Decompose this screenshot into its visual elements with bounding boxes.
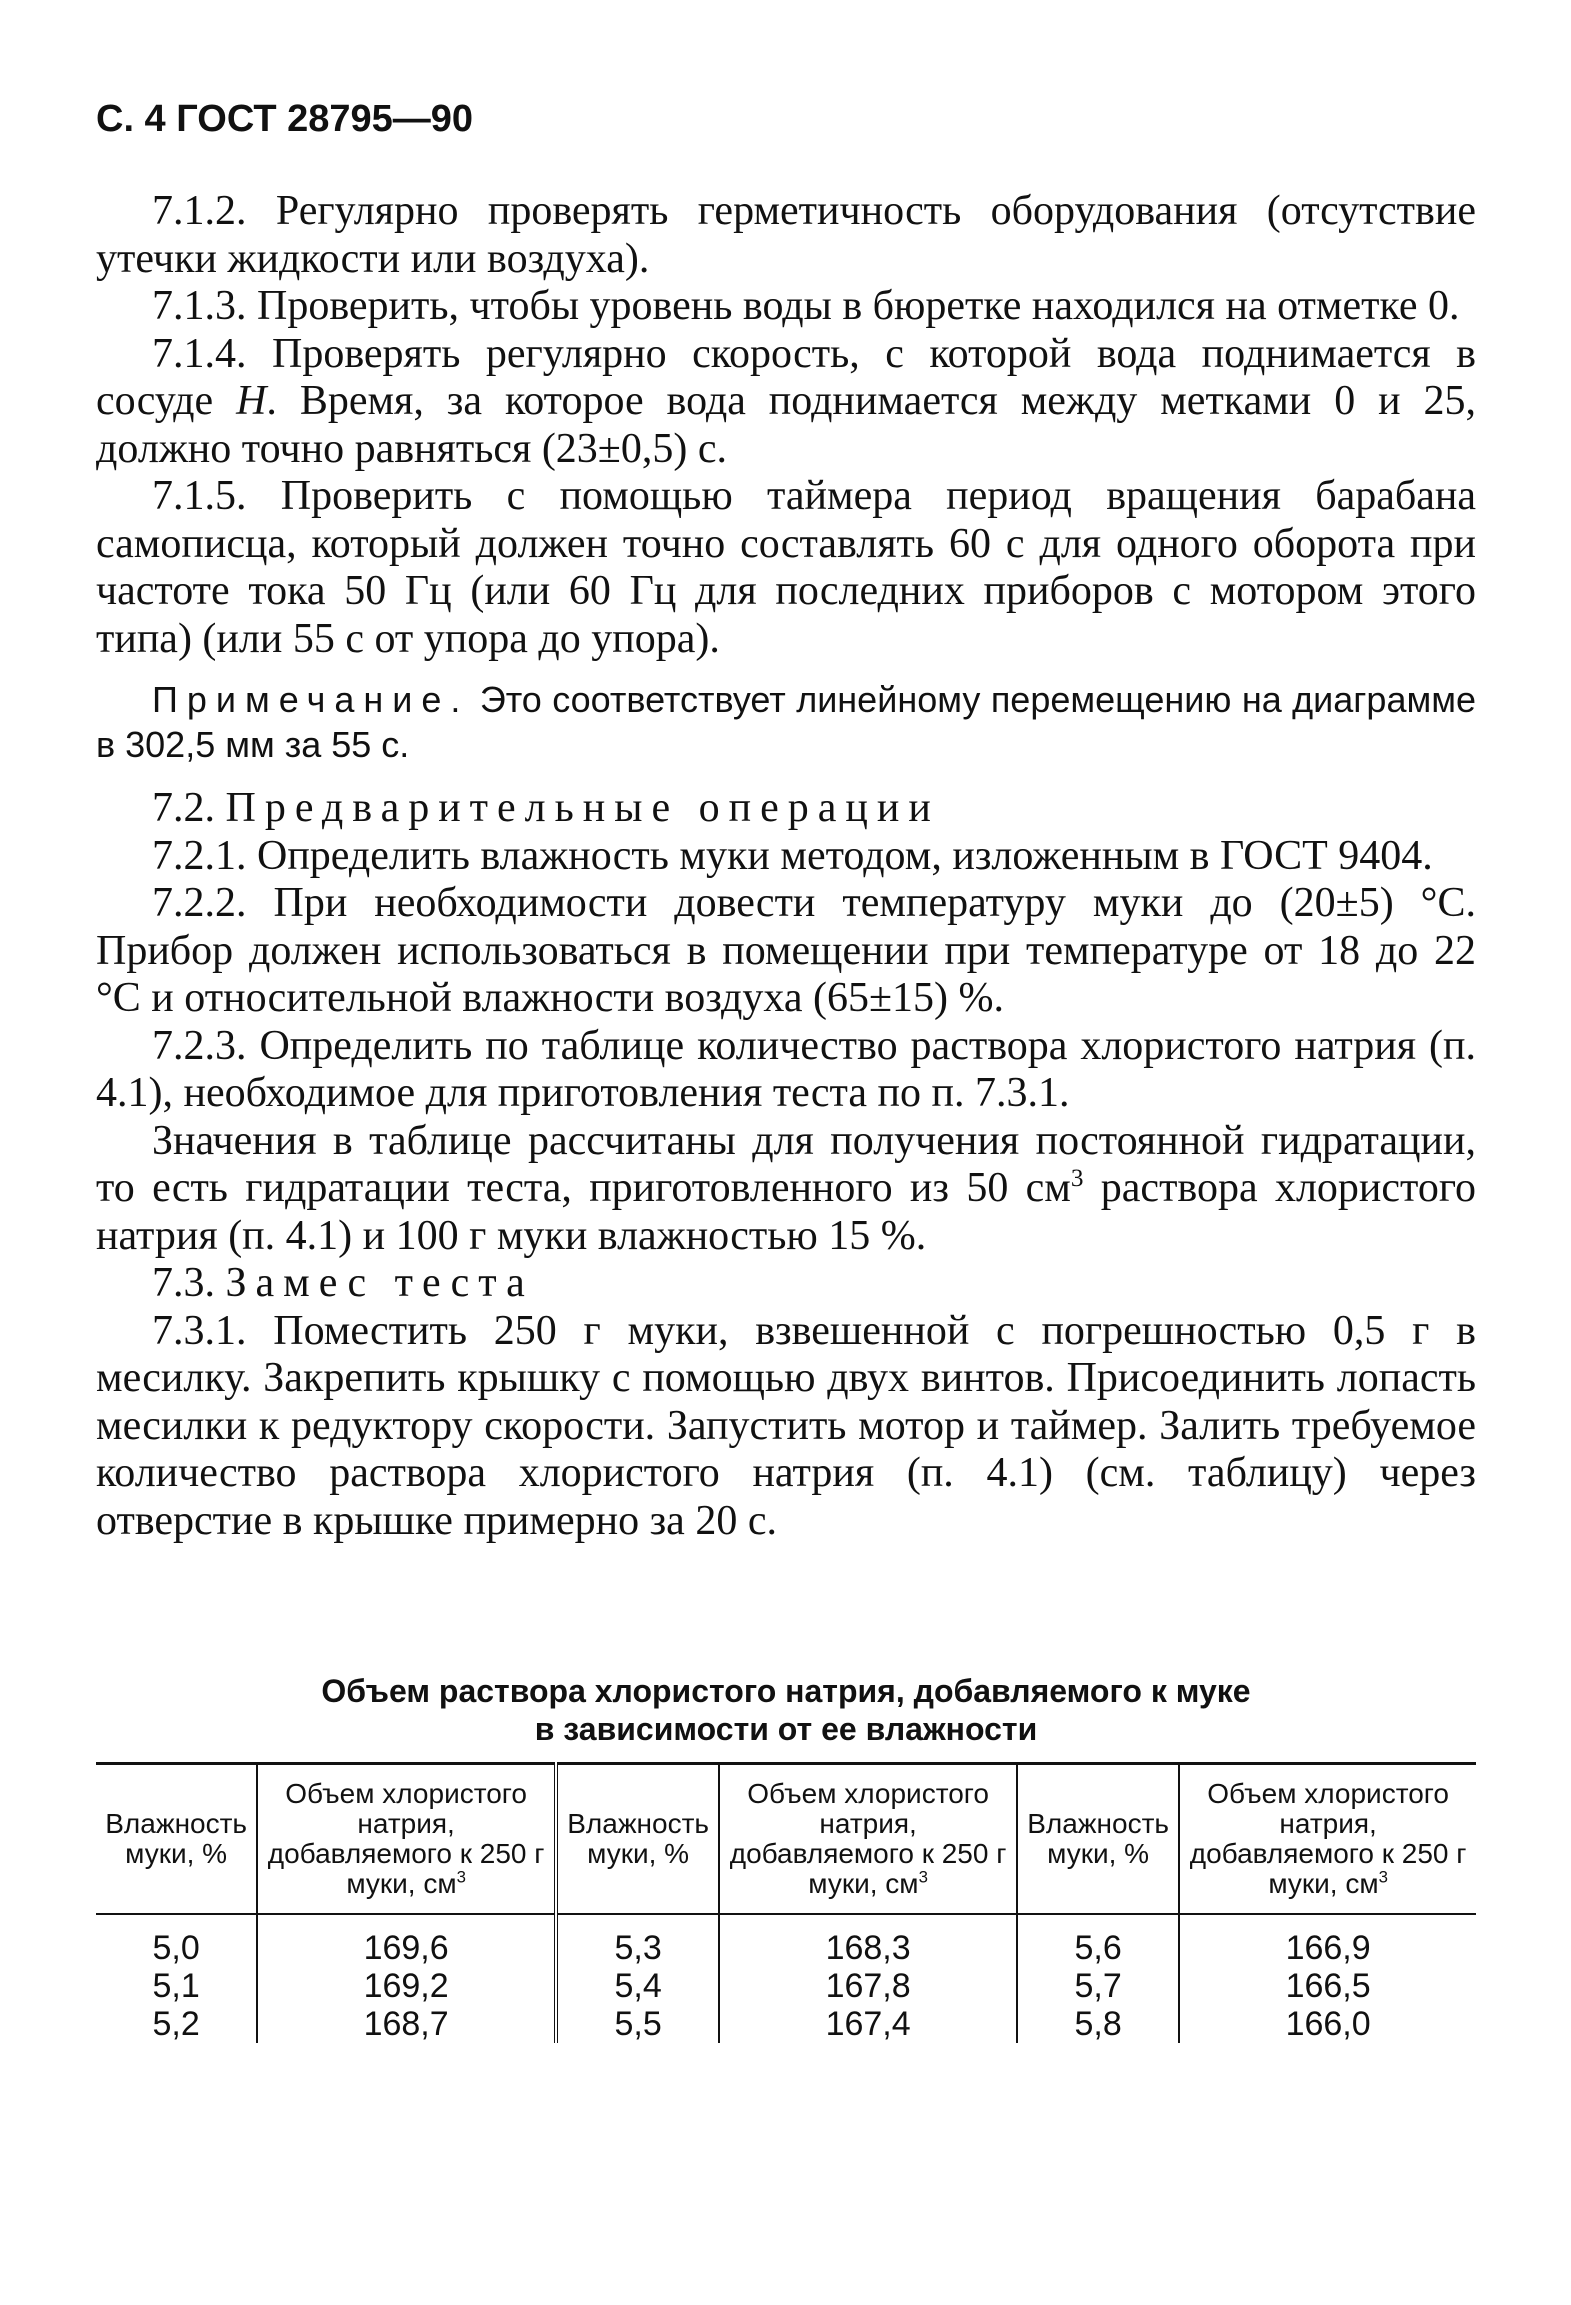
paragraph-7-1-5: 7.1.5. Проверить с помощью таймера период вращения барабана самописца, который должен точно составлять 60 с для одного оборота при частоте тока 50 Гц (или 60 Гц для последних приборов с мотором этого типа) (или 55 с от упора до упора).	[96, 473, 1476, 662]
paragraph-7-1-2: 7.1.2. Регулярно проверять герметичность оборудования (отсутствие утечки жидкости или воздуха).	[96, 188, 1476, 282]
header-volume-3	[1179, 1764, 1476, 1915]
header-volume-3-text: Объем хлористого натрия, добавляемого к 250 г муки, см	[1189, 1778, 1467, 1899]
table-cell: 168,7	[257, 2005, 556, 2043]
note	[96, 677, 1476, 767]
header-volume-1-text: Объем хлористого натрия, добавляемого к 250 г муки, см	[267, 1778, 545, 1899]
table-cell: 5,8	[1017, 2005, 1179, 2043]
table-cell: 5,6	[1017, 1914, 1179, 1967]
table-title-line-1: Объем раствора хлористого натрия, добавляемого к муке	[321, 1673, 1251, 1709]
table-cell: 5,1	[152, 1967, 200, 2005]
paragraph-7-1-4-part-b: . Время, за которое вода поднимается между метками 0 и 25, должно точно равняться (23±0,5) с.	[96, 378, 1476, 472]
table-cell: 166,9	[1179, 1914, 1476, 1967]
header-volume-3-sup: 3	[1378, 1867, 1388, 1887]
table-cell: 169,6	[257, 1914, 556, 1967]
table-cell: 5,4	[556, 1967, 719, 2005]
section-7-2-heading	[96, 785, 1476, 833]
table-cell: 5,5	[556, 2005, 719, 2043]
table-cell: 5,3	[556, 1914, 719, 1967]
header-humidity-1: Влажность муки, %	[96, 1764, 257, 1915]
table-cell: 167,4	[719, 2005, 1017, 2043]
paragraph-7-1-4-part-a: 7.1.4. Проверять регулярно скорость, с которой вода поднимается в сосуде	[96, 330, 1476, 424]
table-cell: 167,8	[719, 1967, 1017, 2005]
header-volume-2-sup: 3	[918, 1867, 928, 1887]
header-volume-2	[719, 1764, 1017, 1915]
table-row	[96, 1967, 1476, 2005]
section-7-3-number: 7.3.	[152, 1260, 226, 1306]
table-cell: 169,2	[257, 1967, 556, 2005]
note-text: Это соответствует линейному перемещению на диаграмме в 302,5 мм за 55 с.	[96, 679, 1476, 765]
paragraph-7-2-3-values	[96, 1118, 1476, 1261]
table-cell: 166,0	[1179, 2005, 1476, 2043]
paragraph-7-2-3: 7.2.3. Определить по таблице количество раствора хлористого натрия (п. 4.1), необходимое для приготовления теста по п. 7.3.1.	[96, 1022, 1476, 1116]
table-header-row	[96, 1764, 1476, 1915]
paragraph-7-3-1: 7.3.1. Поместить 250 г муки, взвешенной с погрешностью 0,5 г в месилку. Закрепить крышку с помощью двух винтов. Присоединить лопасть месилки к редуктору скорости. Запустить мотор и таймер. Залить требуемое количество раствора хлористого натрия (п. 4.1) (см. таблицу) через отверстие в крышке примерно за 20 с.	[96, 1307, 1476, 1544]
table-cell: 5,7	[1017, 1967, 1179, 2005]
section-7-3-heading	[96, 1260, 1476, 1308]
table-cell: 166,5	[1179, 1967, 1476, 2005]
table-title-line-2: в зависимости от ее влажности	[534, 1711, 1038, 1747]
table-row	[96, 2005, 1476, 2043]
header-volume-1-sup: 3	[456, 1867, 466, 1887]
header-humidity-2: Влажность муки, %	[556, 1764, 719, 1915]
values-superscript: 3	[1070, 1165, 1084, 1192]
section-7-2-title: Предварительные операции	[225, 785, 940, 831]
vessel-h-symbol: H	[236, 378, 267, 424]
header-volume-2-text: Объем хлористого натрия, добавляемого к 250 г муки, см	[729, 1778, 1007, 1899]
section-7-3-title: Замес теста	[225, 1260, 534, 1306]
salt-solution-table	[96, 1762, 1476, 2043]
page-header: С. 4 ГОСТ 28795—90	[96, 98, 474, 140]
paragraph-7-2-1: 7.2.1. Определить влажность муки методом, изложенным в ГОСТ 9404.	[152, 832, 1433, 879]
paragraph-7-2-2: 7.2.2. При необходимости довести температуру муки до (20±5) °С. Прибор должен использоваться в помещении при температуре от 18 до 22 °С и относительной влажности воздуха (65±15) %.	[96, 880, 1476, 1021]
table-row	[96, 1914, 1476, 1967]
header-humidity-3: Влажность муки, %	[1017, 1764, 1179, 1915]
header-volume-1	[257, 1764, 556, 1915]
table-cell: 5,0	[152, 1929, 200, 1967]
table-cell: 168,3	[719, 1914, 1017, 1967]
table-cell: 5,2	[152, 2005, 200, 2043]
paragraph-7-1-3: 7.1.3. Проверить, чтобы уровень воды в бюретке находился на отметке 0.	[152, 283, 1460, 329]
paragraph-7-1-4	[96, 331, 1476, 474]
values-part-a: Значения в таблице рассчитаны для получения постоянной гидратации, то есть гидратации теста, приготовленного из 50 см	[96, 1117, 1476, 1211]
section-7-2-number: 7.2.	[152, 785, 226, 831]
note-label: Примечание.	[152, 679, 470, 720]
table-title	[96, 1672, 1476, 1748]
body-text	[96, 188, 1476, 1545]
values-part-b: раствора хлористого натрия (п. 4.1) и 100 г муки влажностью 15 %.	[96, 1165, 1477, 1259]
